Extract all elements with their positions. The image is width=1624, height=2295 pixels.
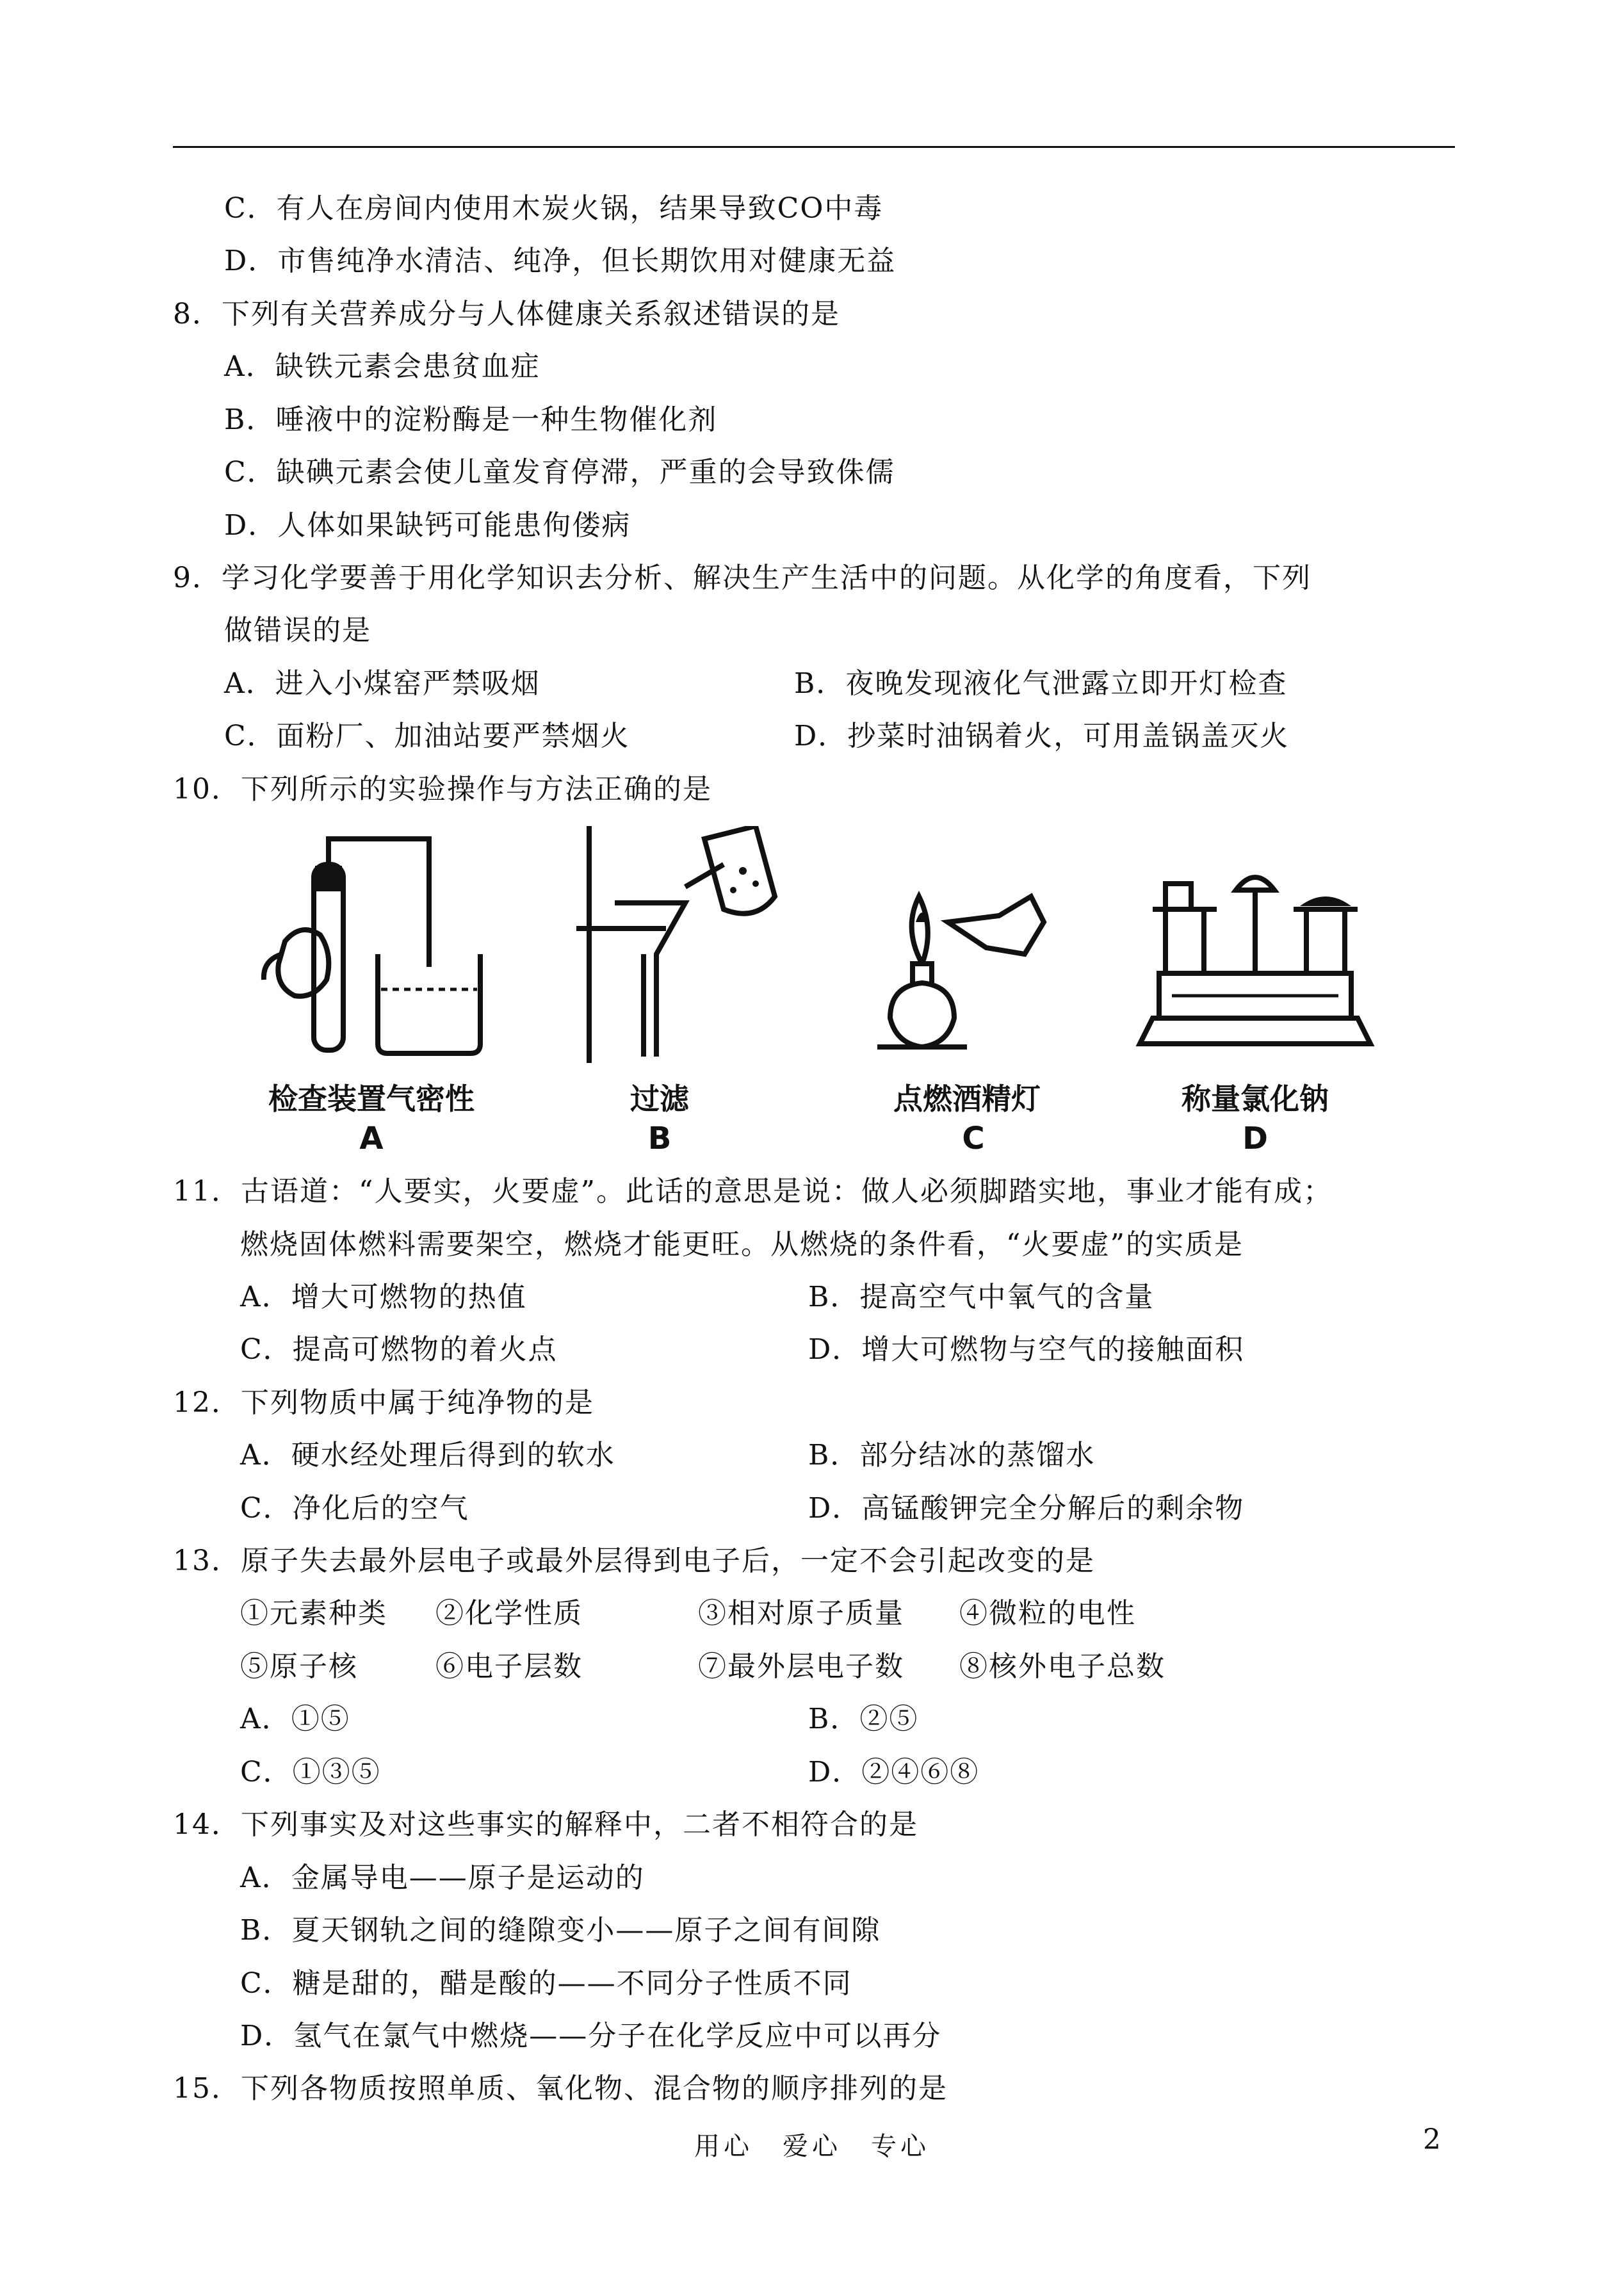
q11-option-d: D．增大可燃物与空气的接触面积 xyxy=(808,1333,1245,1366)
q13-item-8: ⑧核外电子总数 xyxy=(959,1650,1165,1683)
figure-a-letter: A xyxy=(359,1121,384,1156)
q9-stem-cont: 做错误的是 xyxy=(224,614,371,647)
q12-stem: 12．下列物质中属于纯净物的是 xyxy=(173,1386,594,1419)
q8-option-b: B．唾液中的淀粉酶是一种生物催化剂 xyxy=(224,403,718,436)
q13-item-6: ⑥电子层数 xyxy=(435,1650,583,1683)
balance-illustration xyxy=(1127,826,1383,1069)
figure-c-alcohol-lamp xyxy=(852,826,1082,1156)
q8-option-c: C．缺碘元素会使儿童发育停滞，严重的会导致侏儒 xyxy=(224,456,895,489)
figure-d-balance xyxy=(1127,826,1383,1156)
q13-stem: 13．原子失去最外层电子或最外层得到电子后，一定不会引起改变的是 xyxy=(173,1545,1095,1577)
q7-option-d: D．市售纯净水清洁、纯净，但长期饮用对健康无益 xyxy=(224,245,897,277)
figure-b-filtration xyxy=(564,826,781,1156)
q14-option-b: B．夏天钢轨之间的缝隙变小——原子之间有间隙 xyxy=(240,1914,881,1947)
q12-option-b: B．部分结冰的蒸馏水 xyxy=(808,1439,1096,1472)
figure-b-letter: B xyxy=(647,1121,672,1156)
q14-option-c: C．糖是甜的，醋是酸的——不同分子性质不同 xyxy=(240,1967,852,2000)
q11-option-b: B．提高空气中氧气的含量 xyxy=(808,1281,1155,1313)
q8-option-a: A．缺铁元素会患贫血症 xyxy=(224,350,540,383)
q12-option-c: C．净化后的空气 xyxy=(240,1492,469,1525)
q11-option-c: C．提高可燃物的着火点 xyxy=(240,1333,558,1366)
q9-option-d: D．抄菜时油锅着火，可用盖锅盖灭火 xyxy=(794,720,1290,752)
q13-item-3: ③相对原子质量 xyxy=(698,1597,904,1630)
q12-option-d: D．高锰酸钾完全分解后的剩余物 xyxy=(808,1492,1245,1525)
figure-d-letter: D xyxy=(1242,1121,1268,1156)
q13-option-a: A．①⑤ xyxy=(240,1703,350,1735)
q7-option-c: C．有人在房间内使用木炭火锅，结果导致CO中毒 xyxy=(224,192,884,225)
figure-c-caption: 点燃酒精灯 xyxy=(893,1082,1041,1116)
q13-option-c: C．①③⑤ xyxy=(240,1756,381,1788)
q9-option-c: C．面粉厂、加油站要严禁烟火 xyxy=(224,720,630,752)
figure-a-airtightness xyxy=(256,826,487,1156)
q8-stem: 8．下列有关营养成分与人体健康关系叙述错误的是 xyxy=(173,298,840,330)
q9-stem: 9．学习化学要善于用化学知识去分析、解决生产生活中的问题。从化学的角度看，下列 xyxy=(173,562,1311,594)
page-footer: 用心 爱心 专心 xyxy=(694,2132,930,2161)
q14-option-d: D．氢气在氯气中燃烧——分子在化学反应中可以再分 xyxy=(240,2020,942,2052)
q14-stem: 14．下列事实及对这些事实的解释中，二者不相符合的是 xyxy=(173,1808,918,1841)
header-rule xyxy=(173,146,1455,148)
q13-option-b: B．②⑤ xyxy=(808,1703,919,1735)
q13-item-5: ⑤原子核 xyxy=(240,1650,358,1683)
q10-stem: 10．下列所示的实验操作与方法正确的是 xyxy=(173,773,712,806)
figure-b-caption: 过滤 xyxy=(630,1082,689,1116)
q13-option-d: D．②④⑥⑧ xyxy=(808,1756,980,1788)
q13-item-7: ⑦最外层电子数 xyxy=(698,1650,904,1683)
figure-a-caption: 检查装置气密性 xyxy=(268,1082,475,1116)
page-number: 2 xyxy=(1423,2123,1441,2156)
q11-stem-cont: 燃烧固体燃料需要架空，燃烧才能更旺。从燃烧的条件看，“火要虚”的实质是 xyxy=(240,1228,1244,1261)
q11-stem: 11．古语道：“人要实，火要虚”。此话的意思是说：做人必须脚踏实地，事业才能有成； xyxy=(173,1175,1333,1208)
q14-option-a: A．金属导电——原子是运动的 xyxy=(240,1861,645,1894)
filtration-illustration xyxy=(564,826,781,1069)
q13-item-1: ①元素种类 xyxy=(240,1597,387,1630)
q12-option-a: A．硬水经处理后得到的软水 xyxy=(240,1439,615,1472)
q13-item-2: ②化学性质 xyxy=(435,1597,583,1630)
q11-option-a: A．增大可燃物的热值 xyxy=(240,1281,527,1313)
q13-item-4: ④微粒的电性 xyxy=(959,1597,1136,1630)
airtightness-illustration xyxy=(256,826,487,1069)
q8-option-d: D．人体如果缺钙可能患佝偻病 xyxy=(224,509,631,542)
figure-d-caption: 称量氯化钠 xyxy=(1181,1082,1329,1116)
figure-c-letter: C xyxy=(962,1121,985,1156)
q15-stem: 15．下列各物质按照单质、氧化物、混合物的顺序排列的是 xyxy=(173,2072,948,2105)
alcohol-lamp-illustration xyxy=(852,826,1082,1069)
q9-option-b: B．夜晚发现液化气泄露立即开灯检查 xyxy=(794,667,1288,700)
q9-option-a: A．进入小煤窑严禁吸烟 xyxy=(224,667,540,700)
